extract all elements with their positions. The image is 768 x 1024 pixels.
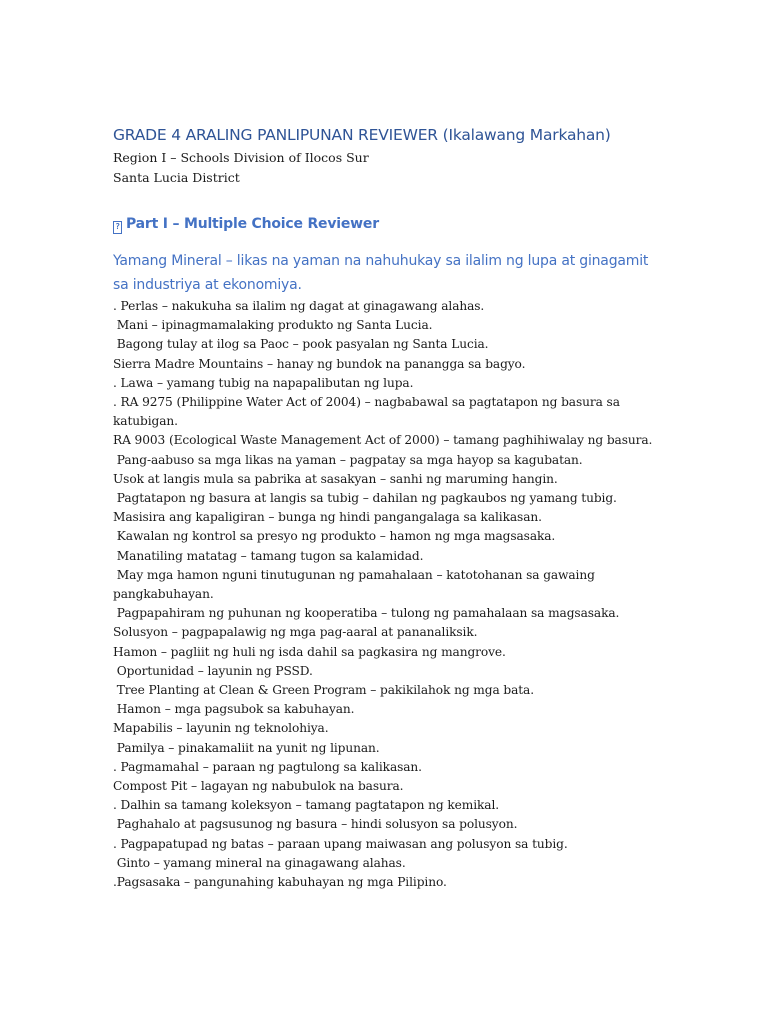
reviewer-entry: Kawalan ng kontrol sa presyo ng produkto – hamon ng mga magsasaka. xyxy=(113,529,556,544)
reviewer-entry: . Pagmamahal – paraan ng pagtulong sa kalikasan. xyxy=(113,759,422,774)
reviewer-entry: Solusyon – pagpapalawig ng mga pag-aaral at pananaliksik. xyxy=(113,625,478,640)
document-title: GRADE 4 ARALING PANLIPUNAN REVIEWER (Ikalawang Markahan) xyxy=(113,126,611,144)
reviewer-entry: . Lawa – yamang tubig na napapalibutan ng lupa. xyxy=(113,375,414,390)
part-heading-text: Part I – Multiple Choice Reviewer xyxy=(126,216,379,232)
reviewer-entry: May mga hamon nguni tinutugunan ng pamahalaan – katotohanan sa gawaing pangkabuhayan. xyxy=(113,567,599,602)
reviewer-entry: RA 9003 (Ecological Waste Management Act of 2000) – tamang paghihiwalay ng basura. xyxy=(113,433,653,448)
reviewer-entry: Paghahalo at pagsusunog ng basura – hindi solusyon sa polusyon. xyxy=(113,817,518,832)
reviewer-entries xyxy=(113,297,653,892)
part-heading xyxy=(113,212,653,236)
section-heading: Yamang Mineral – likas na yaman na nahuhukay sa ilalim ng lupa at ginagamit sa industriya at ekonomiya. xyxy=(113,253,649,293)
district-line: Santa Lucia District xyxy=(113,170,240,185)
reviewer-entry: Masisira ang kapaligiran – bunga ng hindi pangangalaga sa kalikasan. xyxy=(113,510,542,525)
reviewer-entry: Usok at langis mula sa pabrika at sasakyan – sanhi ng maruming hangin. xyxy=(113,471,558,486)
reviewer-entry: Mapabilis – layunin ng teknolohiya. xyxy=(113,721,329,736)
reviewer-entry: Hamon – pagliit ng huli ng isda dahil sa pagkasira ng mangrove. xyxy=(113,644,506,659)
reviewer-entry: .Pagsasaka – pangunahing kabuhayan ng mga Pilipino. xyxy=(113,875,447,890)
reviewer-entry: Pagpapahiram ng puhunan ng kooperatiba – tulong ng pamahalaan sa magsasaka. xyxy=(113,606,620,621)
reviewer-entry: Hamon – mga pagsubok sa kabuhayan. xyxy=(113,702,355,717)
reviewer-entry: Compost Pit – lagayan ng nabubulok na basura. xyxy=(113,779,404,794)
reviewer-entry: Sierra Madre Mountains – hanay ng bundok na panangga sa bagyo. xyxy=(113,356,526,371)
reviewer-entry: Pagtatapon ng basura at langis sa tubig – dahilan ng pagkaubos ng yamang tubig. xyxy=(113,491,617,506)
reviewer-entry: . Perlas – nakukuha sa ilalim ng dagat at ginagawang alahas. xyxy=(113,299,485,313)
reviewer-entry: Manatiling matatag – tamang tugon sa kalamidad. xyxy=(113,548,424,563)
region-line: Region I – Schools Division of Ilocos Sur xyxy=(113,150,369,165)
reviewer-entry: Tree Planting at Clean & Green Program – pakikilahok ng mga bata. xyxy=(113,683,534,698)
reviewer-entry: Bagong tulay at ilog sa Paoc – pook pasyalan ng Santa Lucia. xyxy=(113,337,489,352)
reviewer-entry: Pamilya – pinakamaliit na yunit ng lipunan. xyxy=(113,740,380,755)
reviewer-entry: Pang-aabuso sa mga likas na yaman – pagpatay sa mga hayop sa kagubatan. xyxy=(113,452,583,467)
document-page xyxy=(113,122,653,892)
reviewer-entry: . Pagpapatupad ng batas – paraan upang maiwasan ang polusyon sa tubig. xyxy=(113,836,568,851)
reviewer-entry: Ginto – yamang mineral na ginagawang alahas. xyxy=(113,855,406,870)
reviewer-entry: . Dalhin sa tamang koleksyon – tamang pagtatapon ng kemikal. xyxy=(113,798,500,813)
missing-glyph-icon: ? xyxy=(113,221,122,234)
reviewer-entry: Oportunidad – layunin ng PSSD. xyxy=(113,663,313,678)
reviewer-entry: . RA 9275 (Philippine Water Act of 2004) – nagbabawal sa pagtatapon ng basura sa katubigan. xyxy=(113,395,624,429)
reviewer-entry: Mani – ipinagmamalaking produkto ng Santa Lucia. xyxy=(113,318,433,333)
